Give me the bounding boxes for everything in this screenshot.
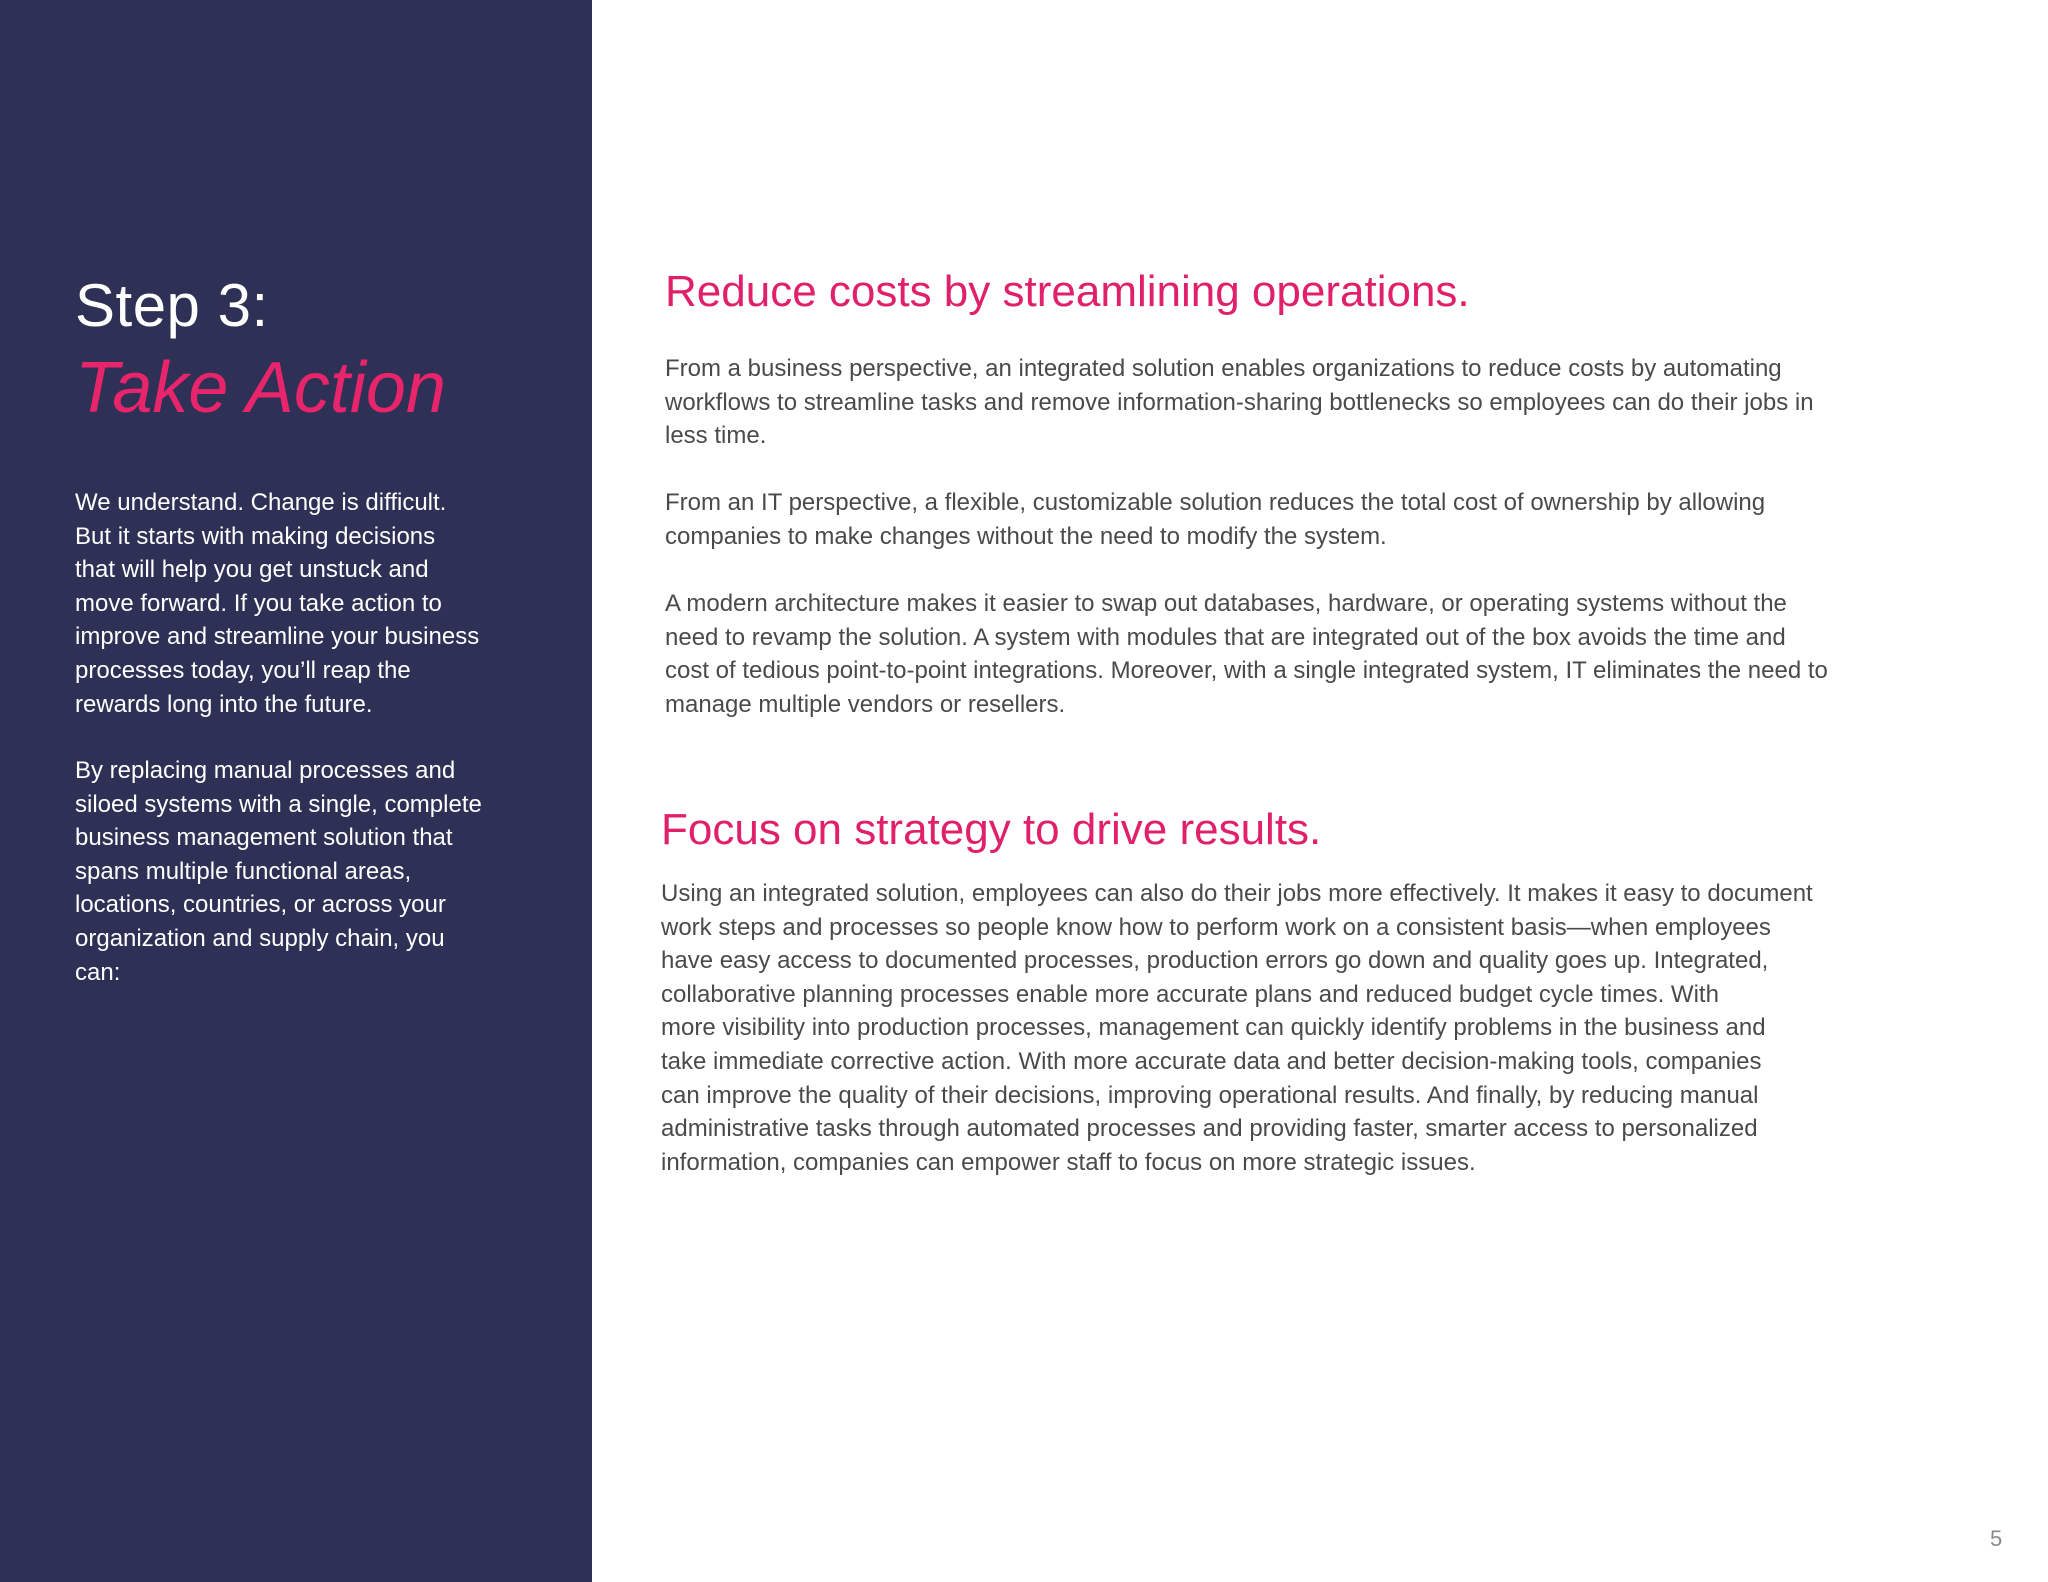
- paragraph-modern-architecture: A modern architecture makes it easier to swap out databases, hardware, or operating systems without the need to revamp the solution. A system with modules that are integrated out of the box avoids the time and cost of tedious point-to-point integrations. Moreover, with a single integrated system, IT eliminates the need to manage multiple vendors or resellers.: [665, 590, 1828, 718]
- paragraph-it-perspective: From an IT perspective, a flexible, customizable solution reduces the total cost of ownership by allowing companies to make changes without the need to modify the system.: [665, 489, 1766, 550]
- step-title: Take Action: [75, 348, 446, 428]
- sidebar-intro-paragraph: We understand. Change is difficult. But it starts with making decisions that will help you get unstuck and move forward. If you take action to improve and streamline your business processes today, you’ll reap the rewards long into the future.: [75, 489, 480, 718]
- sidebar-panel: [0, 0, 592, 1582]
- step-label: Step 3:: [75, 272, 269, 339]
- sidebar-lead-in-paragraph: By replacing manual processes and siloed systems with a single, complete business management solution that spans multiple functional areas, locations, countries, or across your organization and supply chain, you can:: [75, 757, 482, 986]
- section-heading-reduce-costs: Reduce costs by streamlining operations.: [665, 267, 1470, 316]
- section-heading-focus-strategy: Focus on strategy to drive results.: [661, 805, 1322, 854]
- page-number: 5: [1990, 1526, 2003, 1551]
- paragraph-business-perspective: From a business perspective, an integrated solution enables organizations to reduce costs by automating workflows to streamline tasks and remove information-sharing bottlenecks so employees can do their jobs in less time.: [665, 355, 1814, 450]
- paragraph-integrated-solution: Using an integrated solution, employees can also do their jobs more effectively. It makes it easy to document work steps and processes so people know how to perform work on a consistent basis—when employees have easy access to documented processes, production errors go down and quality goes up. Integrated, collaborative planning processes enable more accurate plans and reduced budget cycle times. With more visibility into production processes, management can quickly identify problems in the business and take immediate corrective action. With more accurate data and better decision-making tools, companies can improve the quality of their decisions, improving operational results. And finally, by reducing manual administrative tasks through automated processes and providing faster, smarter access to personalized information, companies can empower staff to focus on more strategic issues.: [661, 880, 1813, 1176]
